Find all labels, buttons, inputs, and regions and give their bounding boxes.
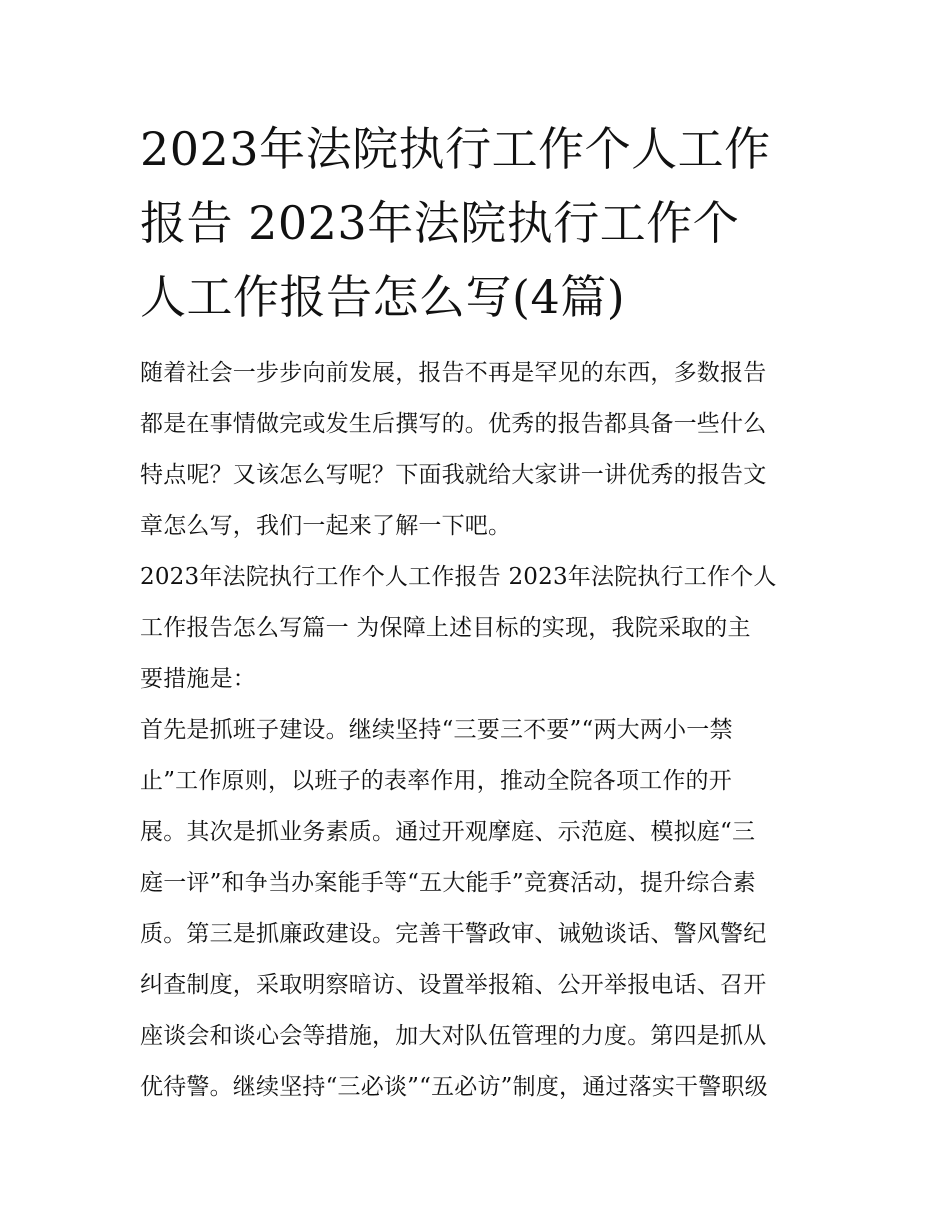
text-line: 庭一评”和争当办案能手等“五大能手”竞赛活动，提升综合素 [140, 870, 756, 896]
text-line: 特点呢？又该怎么写呢？下面我就给大家讲一讲优秀的报告文 [140, 462, 767, 488]
text-line: 优待警。继续坚持“三必谈”“五必访”制度，通过落实干警职级 [140, 1074, 768, 1100]
text-line: 2023年法院执行工作个人工作报告 2023年法院执行工作个人 [140, 564, 777, 590]
document-title [140, 112, 812, 334]
text-line: 章怎么写，我们一起来了解一下吧。 [140, 513, 512, 539]
text-line: 座谈会和谈心会等措施，加大对队伍管理的力度。第四是抓从 [140, 1023, 767, 1049]
text-line: 纠查制度，采取明察暗访、设置举报箱、公开举报电话、召开 [140, 972, 767, 998]
text-line: 要措施是： [140, 666, 256, 692]
text-line: 随着社会一步步向前发展，报告不再是罕见的东西，多数报告 [140, 360, 767, 386]
title-line: 2023年法院执行工作个人工作 [140, 122, 771, 176]
intro-paragraph [140, 348, 812, 552]
text-line: 都是在事情做完或发生后撰写的。优秀的报告都具备一些什么 [140, 411, 767, 437]
text-line: 质。第三是抓廉政建设。完善干警政审、诫勉谈话、警风警纪 [140, 921, 767, 947]
title-line: 人工作报告怎么写(4篇) [140, 270, 626, 324]
text-line: 展。其次是抓业务素质。通过开观摩庭、示范庭、模拟庭“三 [140, 819, 756, 845]
text-line: 止”工作原则，以班子的表率作用，推动全院各项工作的开 [140, 768, 732, 794]
text-line: 首先是抓班子建设。继续坚持“三要三不要”“两大两小一禁 [140, 717, 733, 743]
body-paragraph [140, 705, 812, 1113]
section-heading-paragraph [140, 552, 812, 705]
title-line: 报告 2023年法院执行工作个 [140, 196, 740, 250]
document-content [140, 112, 812, 1113]
text-line: 工作报告怎么写篇一 为保障上述目标的实现，我院采取的主 [140, 615, 751, 641]
